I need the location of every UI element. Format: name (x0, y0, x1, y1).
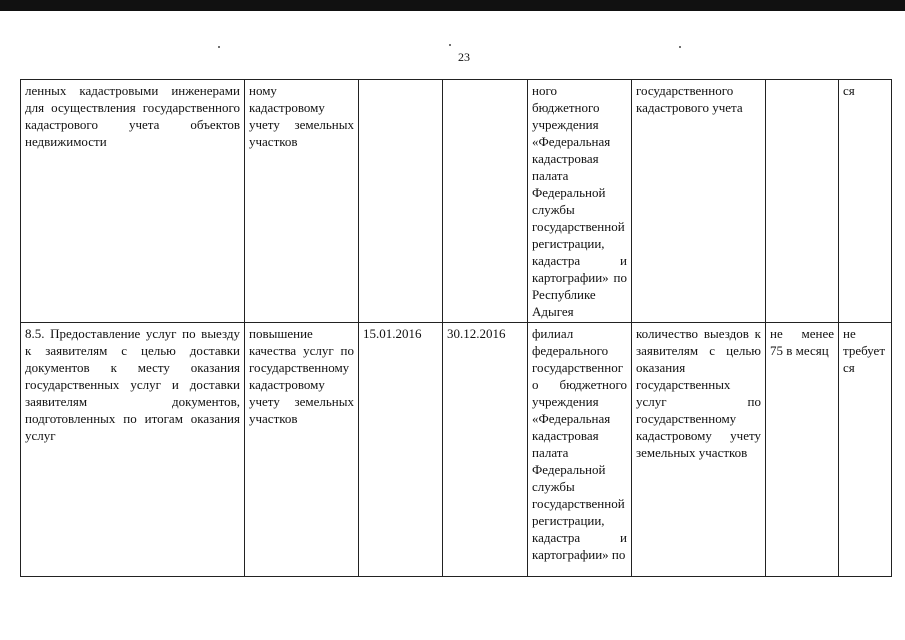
table-cell: государственного кадастрового учета (632, 80, 766, 323)
table-cell: ному кадастровому учету земельных участков (245, 80, 359, 323)
table-cell: 30.12.2016 (443, 323, 528, 578)
table-cell: ного бюджетного учреждения «Федеральная кадастровая палата Федеральной службы государственной регистрации, кадастра и картографии» по Республике Адыгея (528, 80, 632, 323)
table-bottom-edge (20, 576, 891, 577)
scan-speck (449, 44, 451, 46)
page-number: 23 (458, 50, 470, 64)
table-cell (359, 80, 443, 323)
table-cell: не требуется (839, 323, 892, 578)
table-cell: не менее 75 в месяц (766, 323, 839, 578)
table-cell (443, 80, 528, 323)
scan-speck (218, 46, 220, 48)
table-row (21, 80, 892, 323)
scan-speck (679, 46, 681, 48)
table-cell (766, 80, 839, 323)
table-cell: ся (839, 80, 892, 323)
page-top-border (0, 0, 905, 11)
table-cell: количество выездов к заявителям с целью оказания государственных услуг по государственному кадастровому учету земельных участков (632, 323, 766, 578)
table-cell: ленных кадастровыми инженерами для осуществления государственного кадастрового учета объектов недвижимости (21, 80, 245, 323)
table-cell: 15.01.2016 (359, 323, 443, 578)
table-cell: филиал федерального государственного бюджетного учреждения «Федеральная кадастровая палата Федеральной службы государственной регистрации, кадастра и картографии» по (528, 323, 632, 578)
table-cell: 8.5. Предоставление услуг по выезду к заявителям с целью доставки документов к месту оказания государственных услуг и доставки заявителям документов, подготовленных по итогам оказания услуг (21, 323, 245, 578)
table-cell: повышение качества услуг по государственному кадастровому учету земельных участков (245, 323, 359, 578)
table-row (21, 323, 892, 578)
document-table (20, 79, 892, 577)
